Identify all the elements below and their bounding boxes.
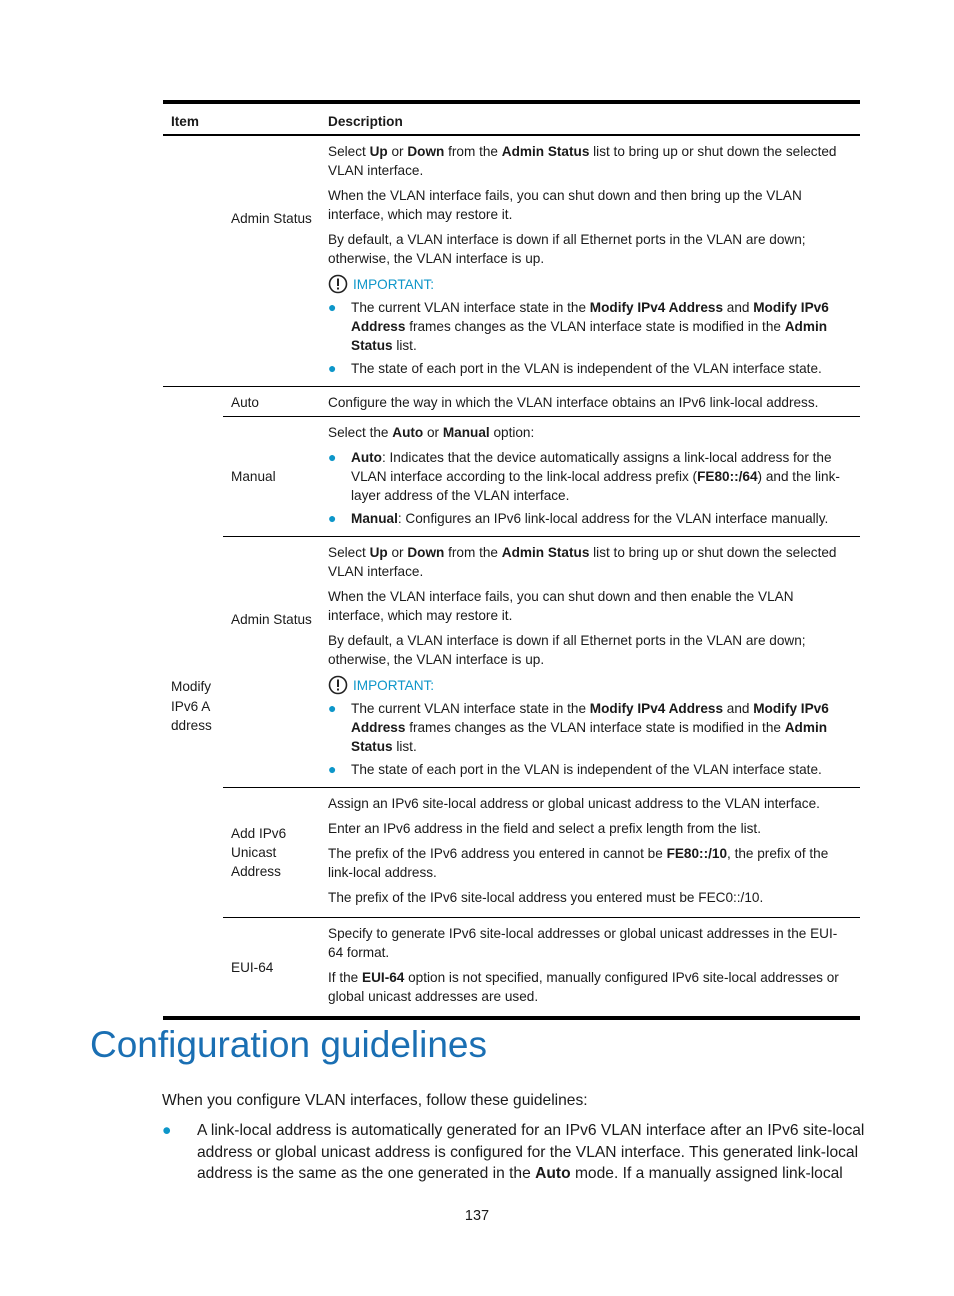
exclamation-circle-icon [328,274,348,294]
intro-paragraph: When you configure VLAN interfaces, follow these guidelines: [162,1092,588,1109]
item-add-ipv6-unicast-address: Add IPv6 Unicast Address [223,788,320,918]
table-row [163,537,860,788]
list-item: ● A link-local address is automatically generated for an IPv6 VLAN interface after an IPv6 site-local address or global unicast address is configured for the VLAN interface. This generated link-local address is the same as the one generated in the Auto mode. If a manually assigned link-local [162,1122,865,1182]
item-auto: Auto [223,387,320,417]
paragraph: If the EUI-64 option is not specified, manually configured IPv6 site-local addresses or global unicast addresses are used. [328,970,839,1004]
table-header-row [163,102,860,135]
list-item: ● The state of each port in the VLAN is independent of the VLAN interface state. [328,360,822,376]
paragraph: When the VLAN interface fails, you can shut down and then bring up the VLAN interface, which may restore it. [328,188,802,222]
paragraph: By default, a VLAN interface is down if all Ethernet ports in the VLAN are down; otherwise, the VLAN interface is up. [328,633,806,667]
description-admin-status-2 [320,537,860,788]
paragraph: Enter an IPv6 address in the field and select a prefix length from the list. [328,821,761,836]
item-admin-status: Admin Status [223,135,320,387]
list-item: ● The current VLAN interface state in the Modify IPv4 Address and Modify IPv6 Address frames changes as the VLAN interface state is modified in the Admin Status list. [328,700,829,754]
description-add-ipv6-unicast-address [320,788,860,918]
table-row [163,135,860,387]
bullet-list [328,448,848,528]
paragraph: Select Up or Down from the Admin Status list to bring up or shut down the selected VLAN interface. [328,545,837,579]
parameter-table [163,100,860,1020]
paragraph: The prefix of the IPv6 site-local address you entered must be FEC0::/10. [328,890,764,905]
paragraph: Specify to generate IPv6 site-local addresses or global unicast addresses in the EUI-64 format. [328,926,838,960]
table-row [163,918,860,1019]
description-auto: Configure the way in which the VLAN interface obtains an IPv6 link-local address. [320,387,860,417]
bullet-list [328,699,848,779]
description-manual [320,417,860,537]
header-item: Item [163,102,320,135]
paragraph: The prefix of the IPv6 address you entered in cannot be FE80::/10, the prefix of the link-local address. [328,846,829,880]
page-number: 137 [464,1208,490,1224]
table-row [163,417,860,537]
list-item: ● The current VLAN interface state in the Modify IPv4 Address and Modify IPv6 Address frames changes as the VLAN interface state is modified in the Admin Status list. [328,299,829,353]
paragraph: When the VLAN interface fails, you can shut down and then enable the VLAN interface, which may restore it. [328,589,794,623]
important-note: IMPORTANT: [328,274,848,294]
paragraph: By default, a VLAN interface is down if all Ethernet ports in the VLAN are down; otherwise, the VLAN interface is up. [328,232,806,266]
item-manual: Manual [223,417,320,537]
important-note: IMPORTANT: [328,675,848,695]
list-item: ● Auto: Indicates that the device automatically assigns a link-local address for the VLAN interface according to the link-local address prefix (FE80::/64) and the link-layer address of the VLAN interface. [328,449,840,503]
paragraph: Assign an IPv6 site-local address or global unicast address to the VLAN interface. [328,796,820,811]
item-modify-ipv6-address: Modify IPv6 Address [163,387,223,1019]
table-row [163,387,860,417]
guidelines-list [162,1120,867,1185]
header-description: Description [320,102,860,135]
item-eui-64: EUI-64 [223,918,320,1019]
table-row [163,788,860,918]
description-admin-status [320,135,860,387]
section-heading: Configuration guidelines [90,1024,487,1065]
exclamation-circle-icon [328,675,348,695]
paragraph: Select the Auto or Manual option: [328,425,535,440]
list-item: ● The state of each port in the VLAN is independent of the VLAN interface state. [328,761,822,777]
item-admin-status-2: Admin Status [223,537,320,788]
description-eui-64 [320,918,860,1019]
paragraph: Select Up or Down from the Admin Status list to bring up or shut down the selected VLAN interface. [328,144,837,178]
bullet-list [328,298,848,378]
list-item: ● Manual: Configures an IPv6 link-local address for the VLAN interface manually. [328,510,829,526]
